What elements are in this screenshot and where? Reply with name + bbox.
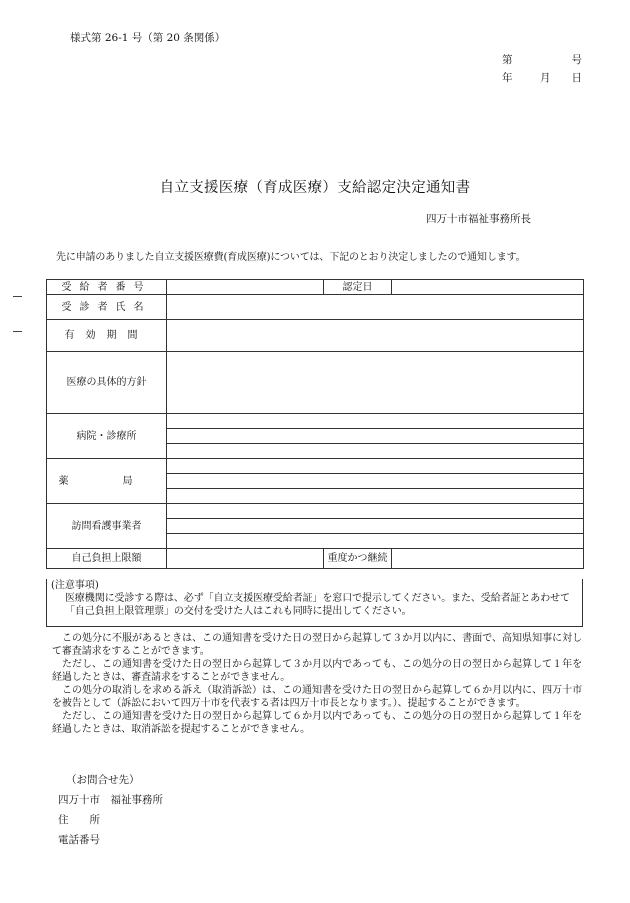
appeal-paragraph: この処分の取消しを求める訴え（取消訴訟）は、この通知書を受けた日の翌日から起算して６か月以内に、四万十市を被告として（訴訟において四万十市を代表する者は四万十市長となります。）、提起することができます。 — [52, 685, 582, 709]
number-label-dai: 第 — [502, 54, 513, 66]
pharmacy-value-line[interactable] — [167, 474, 584, 489]
certification-table — [46, 279, 584, 569]
treatment-plan-label: 医療の具体的方針 — [47, 352, 167, 414]
date-year-label: 年 — [502, 72, 513, 84]
valid-period-value[interactable] — [167, 320, 584, 352]
notes-body: 医療機関に受診する際は、必ず「自立支援医療受給者証」を窓口で提示してください。また、受給者証とあわせて「自己負担上限管理票」の交付を受けた人はこれも同時に提出してください。 — [65, 593, 570, 617]
certification-date-label: 認定日 — [324, 280, 392, 295]
form-number: 様式第 26-1 号（第 20 条関係） — [70, 32, 226, 44]
nursing-label: 訪問看護事業者 — [47, 504, 167, 549]
contact-office: 四万十市 福祉事務所 — [58, 794, 163, 806]
table-row — [47, 280, 584, 295]
hospital-value-line[interactable] — [167, 444, 584, 459]
number-label-go: 号 — [571, 54, 582, 66]
date-month-label: 月 — [540, 72, 551, 84]
pharmacy-value-line[interactable] — [167, 489, 584, 504]
nursing-value-line[interactable] — [167, 534, 584, 549]
nursing-value-line[interactable] — [167, 519, 584, 534]
certification-date-value[interactable] — [392, 280, 584, 295]
hospital-value-line[interactable] — [167, 414, 584, 429]
table-row — [47, 549, 584, 569]
nursing-value-line[interactable] — [167, 504, 584, 519]
pharmacy-label: 薬 局 — [47, 459, 167, 504]
table-row — [47, 414, 584, 429]
copay-limit-label: 自己負担上限額 — [47, 549, 167, 569]
treatment-plan-value[interactable] — [167, 352, 584, 414]
contact-section — [58, 770, 163, 850]
severe-continuous-label: 重度かつ継続 — [324, 549, 392, 569]
issuer-name: 四万十市福祉事務所長 — [426, 213, 531, 225]
copay-limit-value[interactable] — [167, 549, 324, 569]
valid-period-label: 有効期間 — [47, 320, 167, 352]
patient-name-label: 受診者氏名 — [47, 295, 167, 320]
notes-box — [46, 579, 583, 627]
margin-mark — [13, 331, 22, 332]
table-row — [47, 295, 584, 320]
hospital-label: 病院・診療所 — [47, 414, 167, 459]
appeal-paragraph: ただし、この通知書を受けた日の翌日から起算して３か月以内であっても、この処分の日の翌日から起算して１年を経過したときは、審査請求をすることができません。 — [52, 659, 582, 683]
contact-address-label: 住 所 — [58, 814, 100, 826]
recipient-number-value[interactable] — [167, 280, 324, 295]
severe-continuous-value[interactable] — [392, 549, 584, 569]
notes-heading: (注意事項) — [51, 580, 99, 591]
table-row — [47, 320, 584, 352]
margin-mark — [13, 296, 22, 297]
appeal-paragraph: この処分に不服があるときは、この通知書を受けた日の翌日から起算して３か月以内に、書面で、高知県知事に対して審査請求をすることができます。 — [52, 633, 582, 657]
contact-phone-label: 電話番号 — [58, 834, 100, 846]
patient-name-value[interactable] — [167, 295, 584, 320]
date-day-label: 日 — [571, 72, 582, 84]
contact-heading: （お問合せ先） — [66, 774, 140, 786]
hospital-value-line[interactable] — [167, 429, 584, 444]
appeal-section — [52, 632, 582, 736]
table-row — [47, 504, 584, 519]
intro-text: 先に申請のありました自立支援医療費(育成医療)については、下記のとおり決定しましたので通知します。 — [56, 252, 526, 263]
appeal-paragraph: ただし、この通知書を受けた日の翌日から起算して６か月以内であっても、この処分の日の翌日から起算して１年を経過したときは、取消訴訟を提起することができません。 — [52, 711, 582, 735]
table-row — [47, 352, 584, 414]
table-row — [47, 459, 584, 474]
pharmacy-value-line[interactable] — [167, 459, 584, 474]
document-title: 自立支援医療（育成医療）支給認定決定通知書 — [159, 180, 471, 196]
recipient-number-label: 受給者番号 — [47, 280, 167, 295]
